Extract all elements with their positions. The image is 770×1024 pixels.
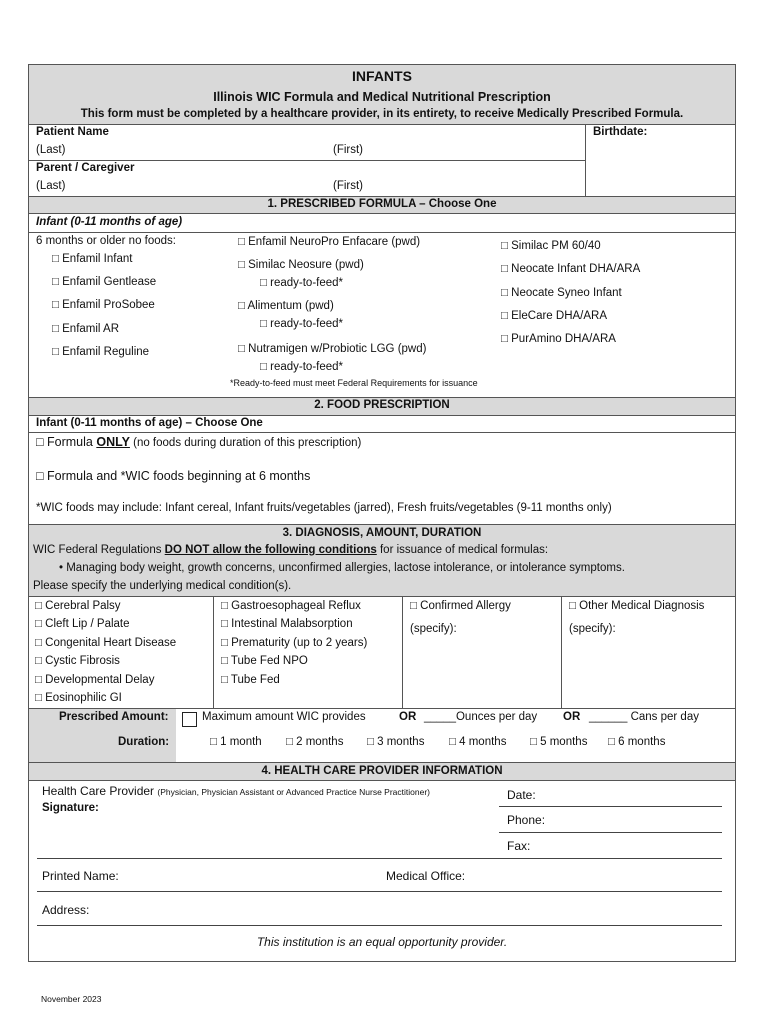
confirmed-allergy-option[interactable]: □ Confirmed Allergy <box>410 600 511 612</box>
ready-to-feed-option[interactable]: □ ready-to-feed* <box>260 277 344 289</box>
ready-to-feed-option[interactable]: □ ready-to-feed* <box>260 361 344 373</box>
birthdate-label[interactable]: Birthdate: <box>593 126 648 138</box>
caregiver-first-label[interactable]: (First) <box>333 180 364 192</box>
form-instruction: This form must be completed by a healthcare provider, in its entirety, to receive Medically Prescribed Formula. <box>80 108 684 120</box>
caregiver-last-label[interactable]: (Last) <box>36 180 66 192</box>
condition-option[interactable]: □ Tube Fed NPO <box>221 655 308 667</box>
signature-label[interactable]: Signature: <box>42 802 99 814</box>
duration-option[interactable]: □ 5 months <box>530 736 588 748</box>
duration-option[interactable]: □ 4 months <box>449 736 507 748</box>
provider-label-text: Health Care Provider <box>42 784 155 798</box>
formula-option[interactable]: □ Neocate Infant DHA/ARA <box>501 263 641 275</box>
section1-title: 1. PRESCRIBED FORMULA – Choose One <box>267 198 497 210</box>
ready-to-feed-option[interactable]: □ ready-to-feed* <box>260 318 344 330</box>
duration-option[interactable]: □ 1 month <box>210 736 262 748</box>
formula-only-emphasis: ONLY <box>96 435 130 449</box>
six-months-heading: 6 months or older no foods: <box>36 235 176 247</box>
condition-option[interactable]: □ Tube Fed <box>221 674 280 686</box>
ready-to-feed-footnote: *Ready-to-feed must meet Federal Requirements for issuance <box>230 378 478 388</box>
federal-regulations-text <box>33 544 548 556</box>
patient-last-label[interactable]: (Last) <box>36 144 66 156</box>
condition-option[interactable]: □ Intestinal Malabsorption <box>221 618 353 630</box>
allergy-specify-label: (specify): <box>410 623 457 635</box>
formula-only-suffix: (no foods during duration of this prescription) <box>129 437 362 449</box>
other-specify-label: (specify): <box>569 623 616 635</box>
fax-label[interactable]: Fax: <box>507 839 531 853</box>
regulations-suffix: for issuance of medical formulas: <box>376 544 549 556</box>
condition-option[interactable]: □ Cerebral Palsy <box>35 600 121 612</box>
excluded-conditions-bullet: • Managing body weight, growth concerns, unconfirmed allergies, lactose intolerance, or intolerance symptoms. <box>59 562 625 574</box>
caregiver-label: Parent / Caregiver <box>36 162 135 174</box>
ounces-per-day-field[interactable]: _____Ounces per day <box>424 711 538 723</box>
form-title: INFANTS <box>352 68 412 84</box>
formula-option[interactable]: □ Enfamil NeuroPro Enfacare (pwd) <box>238 236 421 248</box>
date-label[interactable]: Date: <box>507 788 536 802</box>
section3-title: 3. DIAGNOSIS, AMOUNT, DURATION <box>282 527 482 539</box>
prescribed-amount-label: Prescribed Amount: <box>59 711 169 723</box>
condition-option[interactable]: □ Gastroesophageal Reflux <box>221 600 361 612</box>
form-subtitle: Illinois WIC Formula and Medical Nutritional Prescription <box>213 90 551 104</box>
condition-option[interactable]: □ Cystic Fibrosis <box>35 655 120 667</box>
duration-option[interactable]: □ 3 months <box>367 736 425 748</box>
formula-option[interactable]: □ Enfamil Gentlease <box>52 276 157 288</box>
other-diagnosis-option[interactable]: □ Other Medical Diagnosis <box>569 600 705 612</box>
formula-option[interactable]: □ Similac Neosure (pwd) <box>238 259 364 271</box>
formula-option[interactable]: □ Enfamil ProSobee <box>52 299 155 311</box>
formula-option[interactable]: □ Nutramigen w/Probiotic LGG (pwd) <box>238 343 427 355</box>
formula-option[interactable]: □ Enfamil AR <box>52 323 120 335</box>
section2-title: 2. FOOD PRESCRIPTION <box>314 399 450 411</box>
formula-option[interactable]: □ Enfamil Reguline <box>52 346 150 358</box>
medical-office-label[interactable]: Medical Office: <box>386 869 466 883</box>
or-label: OR <box>399 711 417 723</box>
condition-option[interactable]: □ Eosinophilic GI <box>35 692 122 704</box>
condition-option[interactable]: □ Cleft Lip / Palate <box>35 618 130 630</box>
equal-opportunity-statement: This institution is an equal opportunity provider. <box>256 935 508 949</box>
maximum-amount-label: Maximum amount WIC provides <box>202 711 366 723</box>
formula-option[interactable]: □ EleCare DHA/ARA <box>501 310 608 322</box>
section2-age-label: Infant (0-11 months of age) – Choose One <box>36 417 263 429</box>
or-label: OR <box>563 711 581 723</box>
condition-option[interactable]: □ Developmental Delay <box>35 674 155 686</box>
health-care-provider-label <box>42 784 430 798</box>
formula-only-option[interactable] <box>36 435 361 449</box>
regulations-prefix: WIC Federal Regulations <box>33 544 165 556</box>
wic-prescription-form <box>28 64 736 962</box>
specify-condition-text: Please specify the underlying medical condition(s). <box>33 580 292 592</box>
formula-option[interactable]: □ Neocate Syneo Infant <box>501 287 622 299</box>
phone-label[interactable]: Phone: <box>507 813 546 827</box>
cans-per-day-field[interactable]: ______ Cans per day <box>589 711 699 723</box>
formula-only-prefix: □ Formula <box>36 435 97 449</box>
formula-and-foods-option[interactable]: □ Formula and *WIC foods beginning at 6 months <box>36 469 311 483</box>
address-label[interactable]: Address: <box>42 903 90 917</box>
patient-first-label[interactable]: (First) <box>333 144 364 156</box>
maximum-amount-checkbox[interactable] <box>182 712 197 727</box>
duration-option[interactable]: □ 2 months <box>286 736 344 748</box>
formula-option[interactable]: □ Similac PM 60/40 <box>501 240 601 252</box>
section4-title: 4. HEALTH CARE PROVIDER INFORMATION <box>261 765 503 777</box>
wic-foods-note: *WIC foods may include: Infant cereal, Infant fruits/vegetables (jarred), Fresh fruits/vegetables (9-11 months only) <box>36 502 612 514</box>
formula-option[interactable]: □ PurAmino DHA/ARA <box>501 333 616 345</box>
regulations-emphasis: DO NOT allow the following conditions <box>164 544 377 556</box>
condition-option[interactable]: □ Congenital Heart Disease <box>35 637 177 649</box>
duration-label: Duration: <box>118 736 170 748</box>
duration-option[interactable]: □ 6 months <box>608 736 666 748</box>
provider-note: (Physician, Physician Assistant or Advanced Practice Nurse Practitioner) <box>157 787 430 797</box>
printed-name-label[interactable]: Printed Name: <box>42 869 119 883</box>
formula-option[interactable]: □ Enfamil Infant <box>52 253 133 265</box>
section1-age-label: Infant (0-11 months of age) <box>36 216 183 228</box>
formula-option[interactable]: □ Alimentum (pwd) <box>238 300 334 312</box>
condition-option[interactable]: □ Prematurity (up to 2 years) <box>221 637 368 649</box>
revision-date: November 2023 <box>41 994 102 1004</box>
patient-name-label: Patient Name <box>36 126 109 138</box>
